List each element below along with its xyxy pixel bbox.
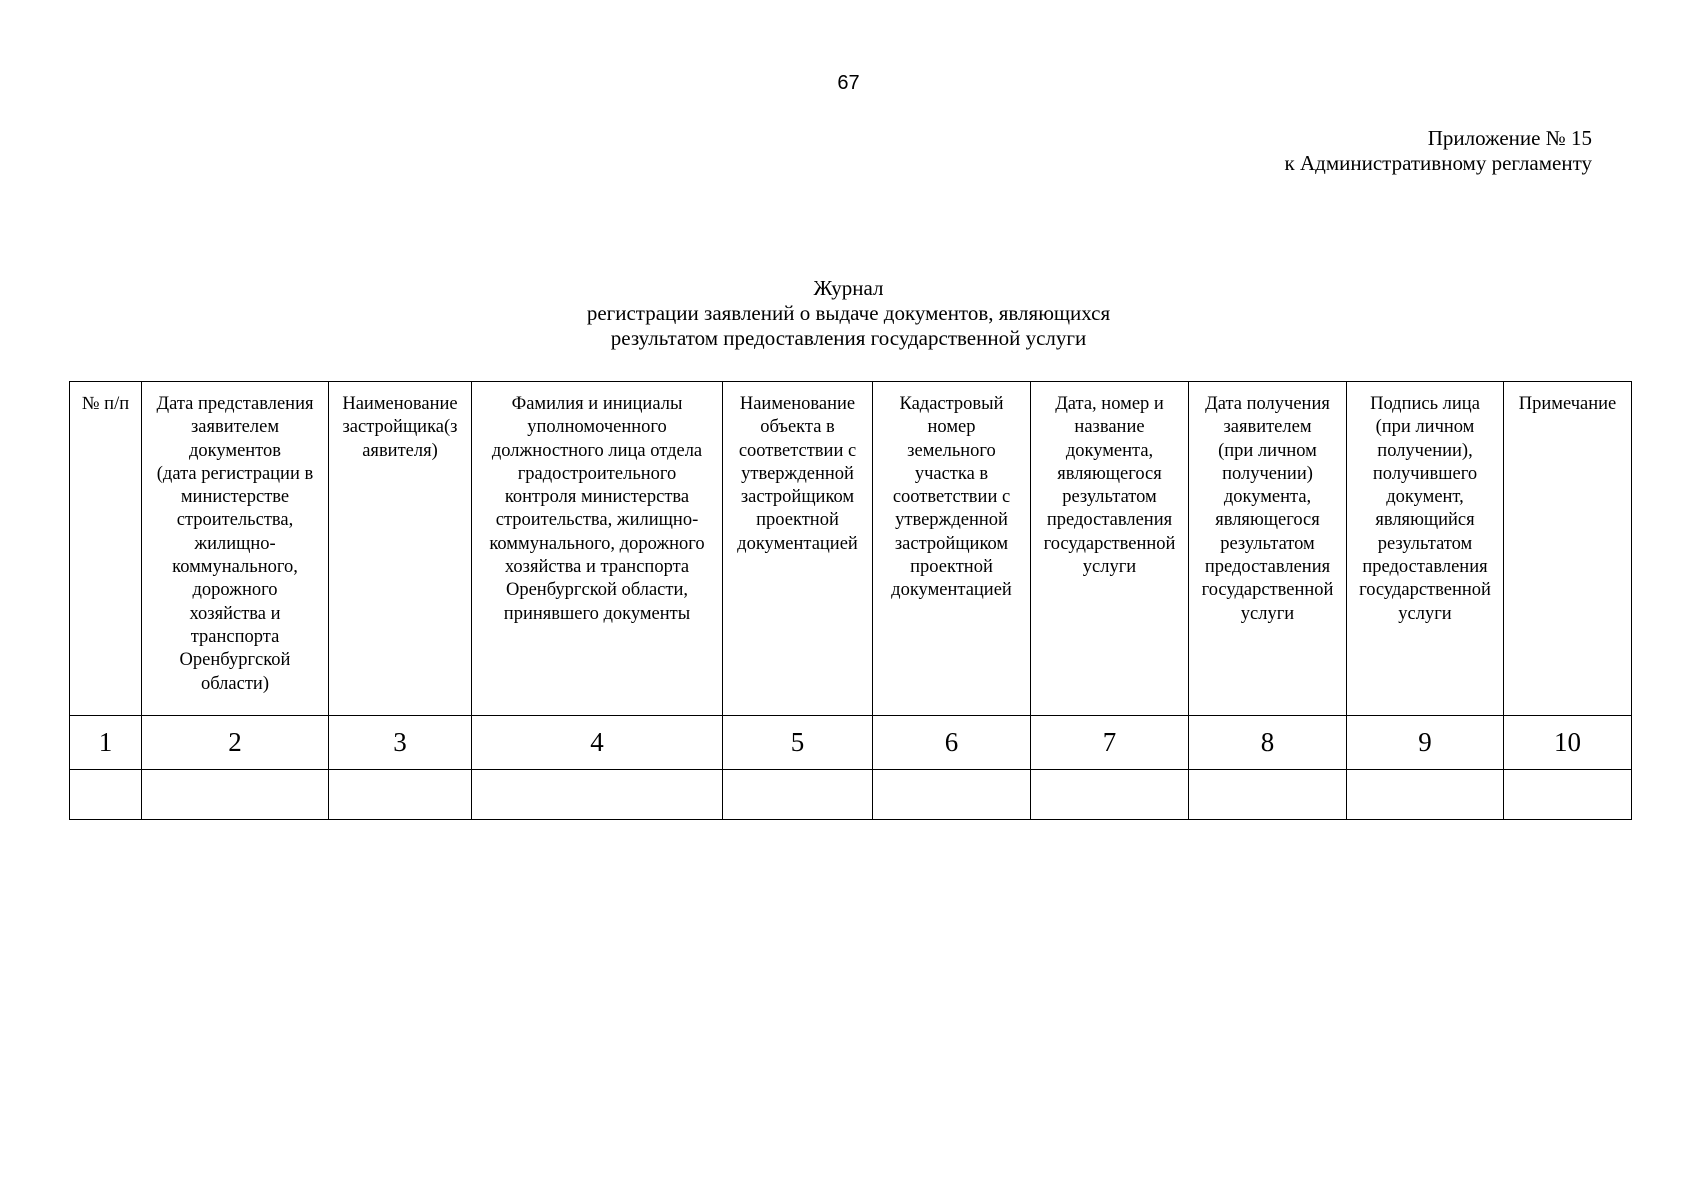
column-number: 8 (1189, 716, 1347, 770)
header-cell-document-details: Дата, номер и название документа, являющегося результатом предоставления государственной услуги (1031, 382, 1189, 716)
title-line-1: Журнал (813, 276, 884, 300)
empty-cell (1504, 770, 1632, 820)
column-number: 6 (873, 716, 1031, 770)
title-line-2: регистрации заявлений о выдаче документов, являющихся (586, 301, 1111, 325)
header-row (70, 382, 1632, 716)
column-number: 9 (1347, 716, 1504, 770)
registration-journal-table (69, 381, 1632, 820)
title-line-3: результатом предоставления государственной услуги (610, 326, 1087, 350)
empty-cell (70, 770, 142, 820)
column-number: 7 (1031, 716, 1189, 770)
header-cell-official-name: Фамилия и инициалы уполномоченного должностного лица отдела градостроительного контроля министерства строительства, жилищно- коммунального, дорожного хозяйства и транспорта Оренбургской области, принявшего документы (472, 382, 723, 716)
empty-cell (142, 770, 329, 820)
header-cell-signature: Подпись лица (при личном получении), получившего документ, являющийся результатом предоставления государственной услуги (1347, 382, 1504, 716)
header-cell-cadastral-number: Кадастровый номер земельного участка в соответствии с утвержденной застройщиком проектной документацией (873, 382, 1031, 716)
empty-entry-row (70, 770, 1632, 820)
header-cell-row-number: № п/п (70, 382, 142, 716)
appendix-line-1: Приложение № 15 (1427, 126, 1592, 150)
appendix-line-2: к Административному регламенту (1284, 151, 1592, 175)
column-number: 4 (472, 716, 723, 770)
header-cell-developer-name: Наименование застройщика(з аявителя) (329, 382, 472, 716)
header-cell-receipt-date: Дата получения заявителем (при личном получении) документа, являющегося результатом предоставления государственной услуги (1189, 382, 1347, 716)
empty-cell (472, 770, 723, 820)
column-number: 1 (70, 716, 142, 770)
empty-cell (329, 770, 472, 820)
column-number: 10 (1504, 716, 1632, 770)
empty-cell (1031, 770, 1189, 820)
column-number-row (70, 716, 1632, 770)
column-number: 2 (142, 716, 329, 770)
column-number: 3 (329, 716, 472, 770)
column-number: 5 (723, 716, 873, 770)
empty-cell (1189, 770, 1347, 820)
page-number: 67 (837, 72, 860, 94)
journal-title (0, 276, 1697, 351)
empty-cell (723, 770, 873, 820)
empty-cell (873, 770, 1031, 820)
header-cell-submission-date: Дата представления заявителем документов (дата регистрации в министерстве строительства, жилищно- коммунального, дорожного хозяйства и транспорта Оренбургской области) (142, 382, 329, 716)
header-cell-note: Примечание (1504, 382, 1632, 716)
appendix-note (1285, 126, 1592, 176)
empty-cell (1347, 770, 1504, 820)
header-cell-object-name: Наименование объекта в соответствии с утвержденной застройщиком проектной документацией (723, 382, 873, 716)
